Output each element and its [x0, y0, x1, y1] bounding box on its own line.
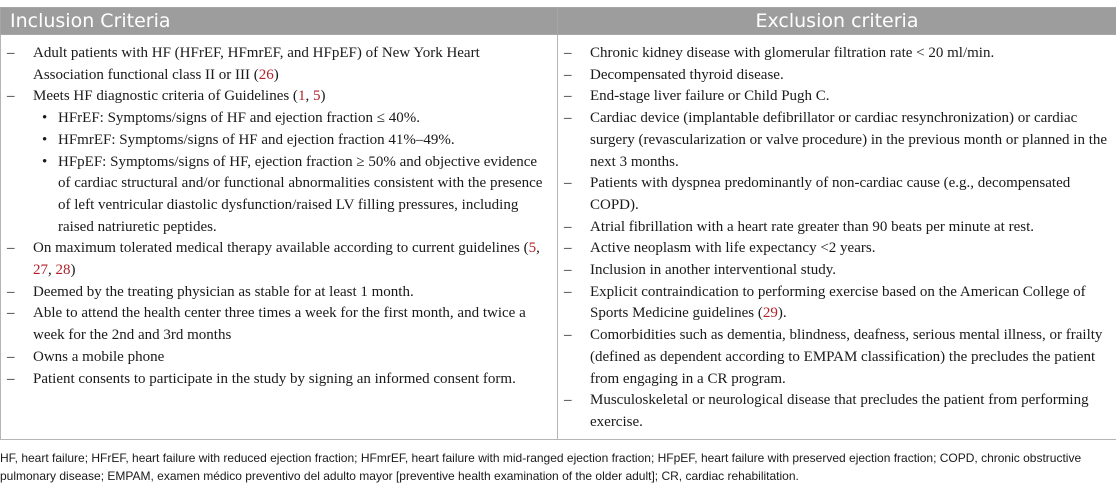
reference-link[interactable]: 28 [56, 262, 71, 278]
item-text: , [536, 240, 540, 256]
list-item [7, 86, 551, 238]
list-item: – Owns a mobile phone [7, 347, 551, 369]
item-text: On maximum tolerated medical therapy available according to current guidelines ( [33, 240, 529, 256]
list-item: – Chronic kidney disease with glomerular filtration rate < 20 ml/min. [564, 43, 1110, 65]
list-item [7, 43, 551, 86]
item-text: ). [778, 305, 787, 321]
item-text: , [48, 262, 56, 278]
exclusion-header: Exclusion criteria [558, 8, 1116, 35]
exclusion-list [564, 43, 1110, 434]
sub-list-item: • HFmrEF: Symptoms/signs of HF and ejection fraction 41%–49%. [33, 130, 551, 152]
list-item [564, 282, 1110, 325]
list-item: – Decompensated thyroid disease. [564, 65, 1110, 87]
item-text: ) [71, 262, 76, 278]
list-item: – Musculoskeletal or neurological disease that precludes the patient from performing exercise. [564, 390, 1110, 433]
list-item: – Deemed by the treating physician as stable for at least 1 month. [7, 282, 551, 304]
table-footnote: HF, heart failure; HFrEF, heart failure with reduced ejection fraction; HFmrEF, heart failure with mid-ranged ejection fraction; HFpEF, heart failure with preserved ejection fraction; COPD, chronic obstructive pulmonary disease; EMPAM, examen médico preventivo del adulto mayor [preventive health examination of the older adult]; CR, cardiac rehabilitation. [0, 450, 1112, 485]
reference-link[interactable]: 5 [529, 240, 537, 256]
list-item: – Atrial fibrillation with a heart rate greater than 90 beats per minute at rest. [564, 217, 1110, 239]
list-item: – Inclusion in another interventional study. [564, 260, 1110, 282]
inclusion-header: Inclusion Criteria [1, 8, 558, 35]
header-row [1, 8, 1116, 35]
item-text: , [305, 88, 313, 104]
criteria-row [1, 35, 1116, 440]
item-text: ) [274, 67, 279, 83]
inclusion-list [7, 43, 551, 390]
list-item: – Patient consents to participate in the study by signing an informed consent form. [7, 369, 551, 391]
list-item: – Able to attend the health center three times a week for the first month, and twice a week for the 2nd and 3rd months [7, 303, 551, 346]
list-item: – Active neoplasm with life expectancy <2 years. [564, 238, 1110, 260]
sub-list [33, 108, 551, 238]
item-text: ) [320, 88, 325, 104]
reference-link[interactable]: 27 [33, 262, 48, 278]
list-item: – End-stage liver failure or Child Pugh C. [564, 86, 1110, 108]
item-text: Explicit contraindication to performing exercise based on the American College of Sports Medicine guidelines ( [590, 284, 1086, 322]
exclusion-cell [558, 35, 1116, 440]
sub-list-item: • HFrEF: Symptoms/signs of HF and ejection fraction ≤ 40%. [33, 108, 551, 130]
item-text: Adult patients with HF (HFrEF, HFmrEF, and HFpEF) of New York Heart Association functional class II or III ( [33, 45, 480, 83]
reference-link[interactable]: 29 [763, 305, 778, 321]
list-item: – Patients with dyspnea predominantly of non-cardiac cause (e.g., decompensated COPD). [564, 173, 1110, 216]
reference-link[interactable]: 5 [313, 88, 321, 104]
list-item [7, 238, 551, 281]
reference-link[interactable]: 26 [259, 67, 274, 83]
reference-link[interactable]: 1 [298, 88, 306, 104]
list-item: – Cardiac device (implantable defibrillator or cardiac resynchronization) or cardiac surgery (revascularization or valve procedure) in the previous month or planned in the next 3 months. [564, 108, 1110, 173]
list-item: – Comorbidities such as dementia, blindness, deafness, serious mental illness, or frailty (defined as dependent according to EMPAM classification) the precludes the patient from engaging in a CR program. [564, 325, 1110, 390]
inclusion-cell [1, 35, 558, 440]
criteria-table [0, 7, 1116, 440]
sub-list-item: • HFpEF: Symptoms/signs of HF, ejection fraction ≥ 50% and objective evidence of cardiac structural and/or functional abnormalities consistent with the presence of left ventricular diastolic dysfunction/raised LV filling pressures, including raised natriuretic peptides. [33, 152, 551, 239]
item-text: Meets HF diagnostic criteria of Guidelines ( [33, 88, 298, 104]
